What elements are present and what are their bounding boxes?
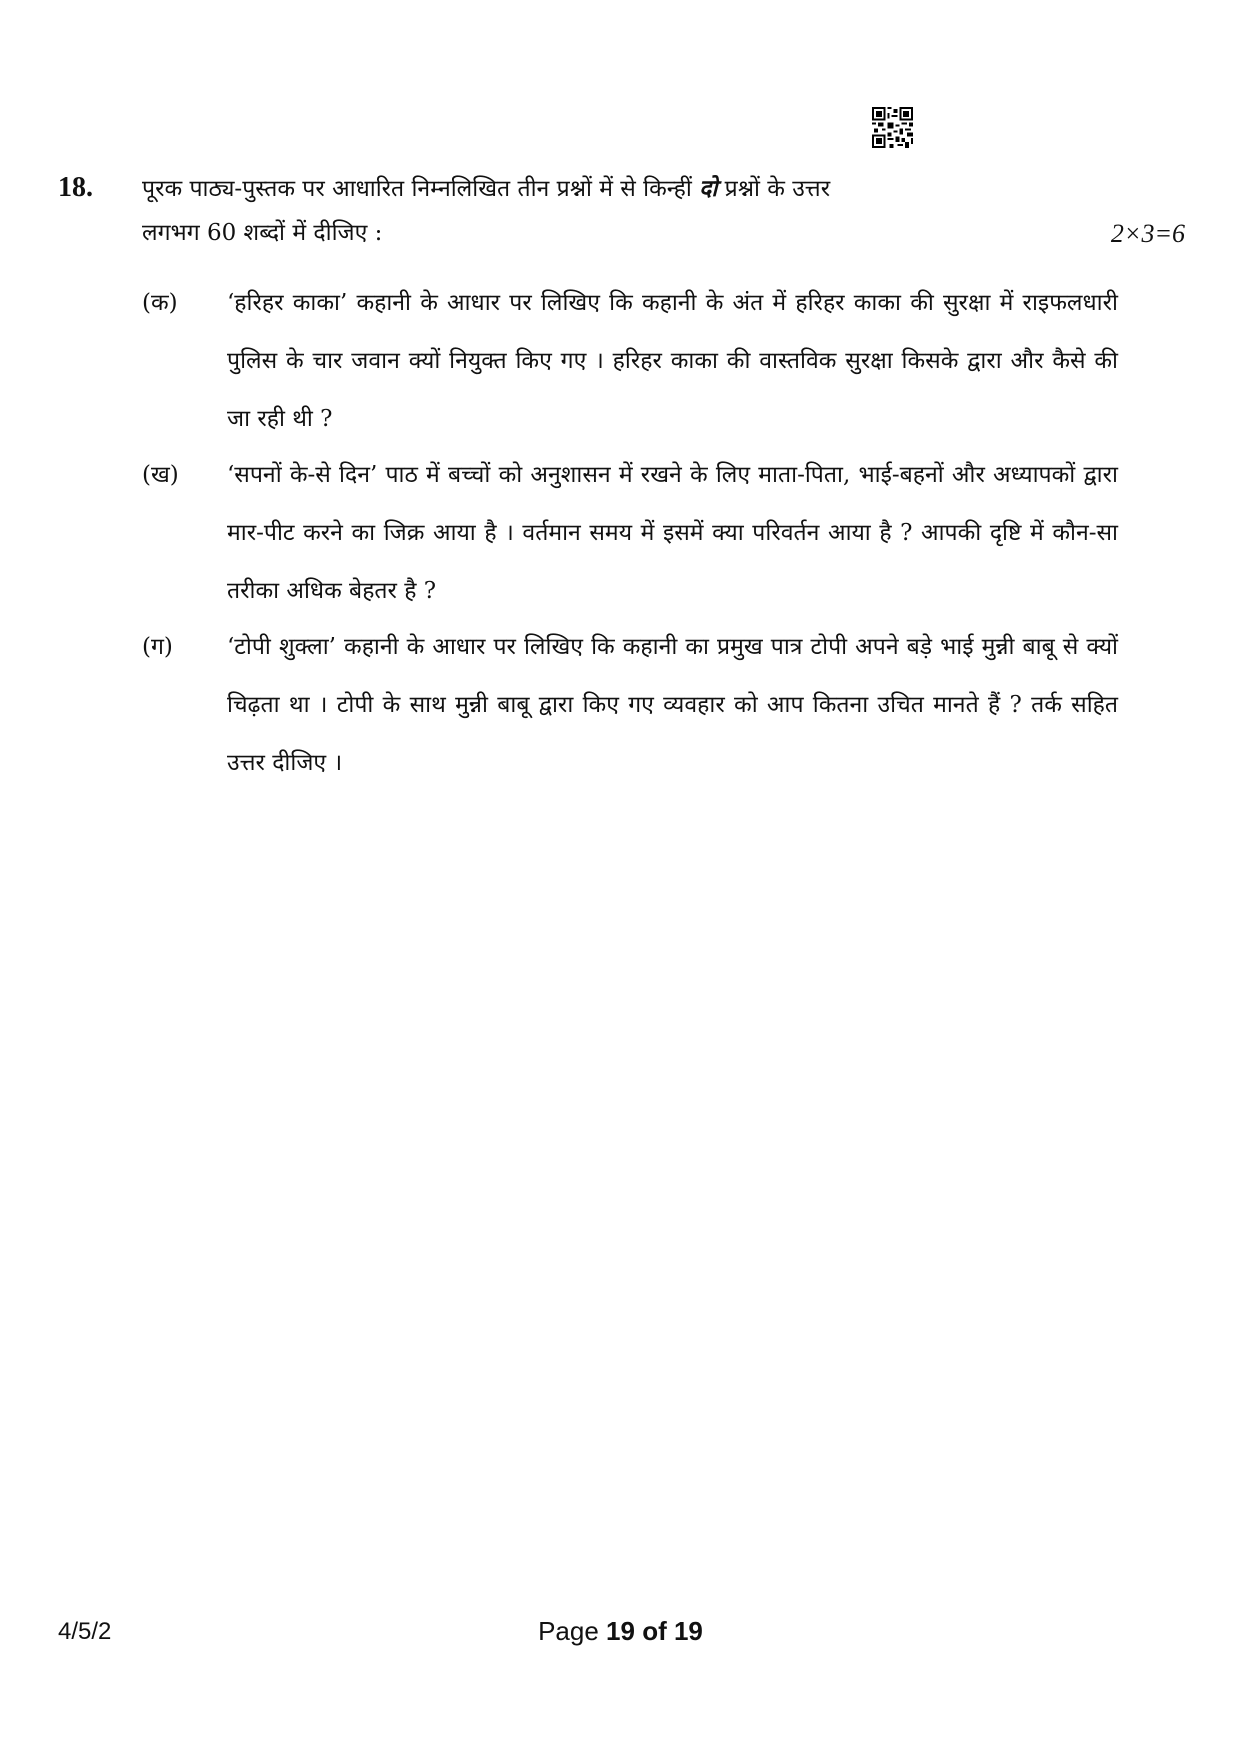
question-marks: 2×3=6 xyxy=(1110,219,1185,248)
subquestion-text: ‘हरिहर काका’ कहानी के आधार पर लिखिए कि कहानी के अंत में हरिहर काका की सुरक्षा में राइफलधारी पुलिस के चार जवान क्यों नियुक्त किए गए । हरिहर काका की वास्तविक सुरक्षा किसके द्वारा और कैसे की जा रही थी ? xyxy=(227,290,1118,432)
question-instruction xyxy=(142,166,1118,212)
instruction-text-pre: पूरक पाठ्य-पुस्तक पर आधारित निम्नलिखित तीन प्रश्नों में से किन्हीं xyxy=(142,176,700,202)
subquestion-label: (क) xyxy=(142,290,178,316)
page-total: 19 xyxy=(673,1616,703,1646)
qr-code-icon xyxy=(872,107,913,148)
page-number xyxy=(0,1616,1241,1647)
subquestion-text: ‘टोपी शुक्ला’ कहानी के आधार पर लिखिए कि कहानी का प्रमुख पात्र टोपी अपने बड़े भाई मुन्नी बाबू से क्यों चिढ़ता था । टोपी के साथ मुन्नी बाबू द्वारा किए गए व्यवहार को आप कितना उचित मानते हैं ? तर्क सहित उत्तर दीजिए । xyxy=(227,634,1118,776)
page-current: 19 xyxy=(606,1616,635,1646)
page-of: of xyxy=(634,1616,674,1646)
page-prefix: Page xyxy=(538,1616,607,1646)
paper-code: 4/5/2 xyxy=(58,1618,112,1645)
instruction-text-post: प्रश्नों के उत्तर xyxy=(717,176,831,202)
instruction-emphasis: दो xyxy=(699,175,718,202)
subquestion-text: ‘सपनों के-से दिन’ पाठ में बच्चों को अनुशासन में रखने के लिए माता-पिता, भाई-बहनों और अध्यापकों द्वारा मार-पीट करने का जिक्र आया है । वर्तमान समय में इसमें क्या परिवर्तन आया है ? आपकी दृष्टि में कौन-सा तरीका अधिक बेहतर है ? xyxy=(227,462,1118,604)
subquestion-label: (ग) xyxy=(142,634,173,660)
question-number: 18. xyxy=(58,172,93,203)
question-instruction-line2: लगभग 60 शब्दों में दीजिए : xyxy=(142,220,383,246)
subquestion-label: (ख) xyxy=(142,462,179,488)
